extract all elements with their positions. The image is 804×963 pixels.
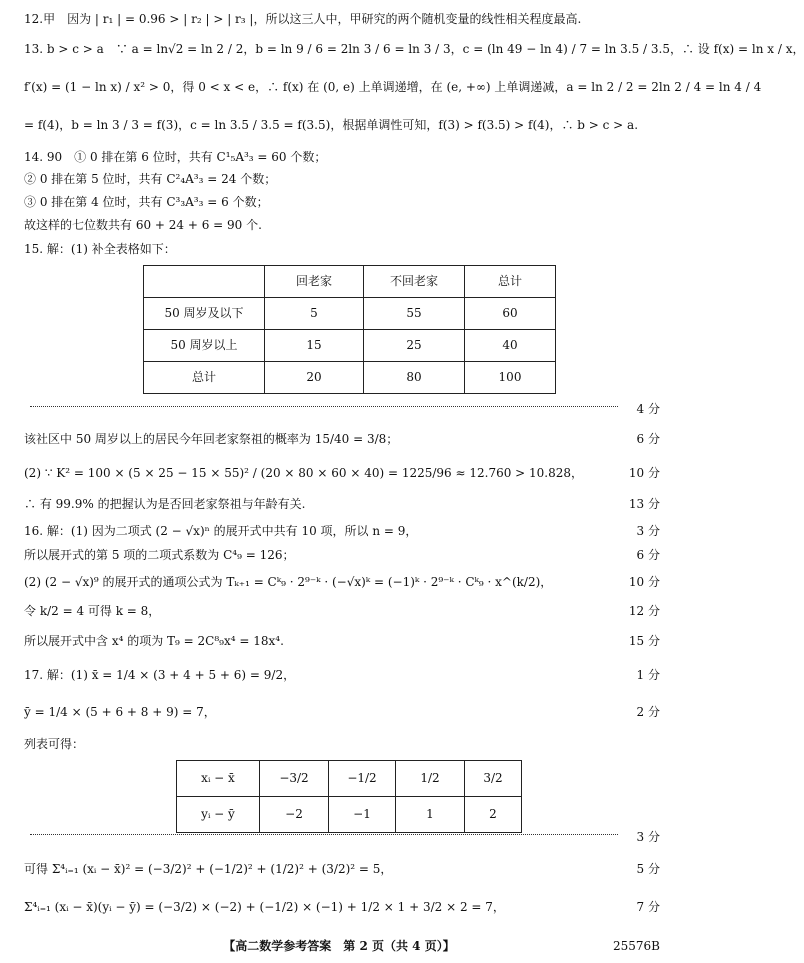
q12-line: 12.甲 因为 | r₁ | = 0.96 > | r₂ | > | r₃ |，所以这三人中，甲研究的两个随机变量的线性相关程度最高.: [24, 12, 582, 26]
table-cell: 5: [265, 298, 364, 330]
table-cell: 25: [364, 330, 465, 362]
table-cell: 15: [265, 330, 364, 362]
deviation-table: [176, 760, 522, 833]
q16-line-1: 16. 解：(1) 因为二项式 (2 − √x)ⁿ 的展开式中共有 10 项，所以 n = 9，: [24, 524, 418, 538]
q16-line-3: (2) (2 − √x)⁹ 的展开式的通项公式为 Tₖ₊₁ = Cᵏ₉ · 2⁹⁻ᵏ · (−√x)ᵏ = (−1)ᵏ · 2⁹⁻ᵏ · Cᵏ₉ · x^(k/2)，: [24, 575, 553, 589]
q14-line-2: ② 0 排在第 5 位时，共有 C²₄A³₃ = 24 个数；: [24, 172, 277, 186]
q16-line-4: 令 k/2 = 4 可得 k = 8，: [24, 604, 161, 618]
table-cell: 1/2: [396, 761, 465, 797]
contingency-table: [143, 265, 556, 394]
dotted-leader: [30, 400, 618, 407]
table-cell: −3/2: [260, 761, 329, 797]
table-cell: −2: [260, 797, 329, 833]
q17-line-1: 17. 解：(1) x̄ = 1/4 × (3 + 4 + 5 + 6) = 9/2，: [24, 668, 296, 682]
q15-line-4: ∴ 有 99.9% 的把握认为是否回老家祭祖与年龄有关.: [24, 497, 306, 511]
score-mark: 10 分: [628, 575, 660, 589]
table-cell: 50 周岁以上: [144, 330, 265, 362]
table-cell: −1: [329, 797, 396, 833]
score-mark: 3 分: [636, 830, 660, 844]
table-cell: 总计: [465, 266, 556, 298]
table-cell: 40: [465, 330, 556, 362]
score-mark: 2 分: [636, 705, 660, 719]
q13-line-3: = f(4)，b = ln 3 / 3 = f(3)，c = ln 3.5 / 3.5 = f(3.5)，根据单调性可知，f(3) > f(3.5) > f(4)，∴ b > c > a.: [24, 118, 639, 132]
q16-line-5: 所以展开式中含 x⁴ 的项为 T₉ = 2C⁸₉x⁴ = 18x⁴.: [24, 634, 284, 648]
q17-line-3: 列表可得：: [24, 737, 85, 751]
score-mark: 7 分: [636, 900, 660, 914]
document-code: 25576B: [613, 938, 660, 953]
score-mark: 12 分: [628, 604, 660, 618]
table-cell: 20: [265, 362, 364, 394]
q14-line-4: 故这样的七位数共有 60 + 24 + 6 = 90 个.: [24, 218, 262, 232]
q15-line-1: 15. 解：(1) 补全表格如下：: [24, 242, 176, 256]
q13-line-1: 13. b > c > a ∵ a = ln√2 = ln 2 / 2，b = ln 9 / 6 = 2ln 3 / 6 = ln 3 / 3，c = (ln 49 − ln 4) / 7 = ln 3.5 / 3.5，∴ 设 f(x) = ln x / x，: [24, 42, 804, 56]
page-footer: 【高二数学参考答案 第 2 页（共 4 页）】: [223, 938, 455, 953]
table-cell: [144, 266, 265, 298]
q17-line-5: Σ⁴ᵢ₌₁ (xᵢ − x̄)(yᵢ − ȳ) = (−3/2) × (−2) + (−1/2) × (−1) + 1/2 × 1 + 3/2 × 2 = 7，: [24, 900, 505, 914]
score-mark: 6 分: [636, 548, 660, 562]
q15-line-2: 该社区中 50 周岁以上的居民今年回老家祭祖的概率为 15/40 = 3/8；: [24, 432, 399, 446]
score-mark: 1 分: [636, 668, 660, 682]
score-mark: 5 分: [636, 862, 660, 876]
table-row: [144, 298, 556, 330]
dotted-leader: [30, 828, 618, 835]
table-row: [144, 362, 556, 394]
table-cell: 不回老家: [364, 266, 465, 298]
q16-line-2: 所以展开式的第 5 项的二项式系数为 C⁴₉ = 126；: [24, 548, 295, 562]
table-row: [177, 761, 522, 797]
score-mark: 3 分: [636, 524, 660, 538]
table-cell: 60: [465, 298, 556, 330]
table-cell: xᵢ − x̄: [177, 761, 260, 797]
table-cell: 2: [465, 797, 522, 833]
score-mark: 15 分: [628, 634, 660, 648]
q14-line-1: 14. 90 ① 0 排在第 6 位时，共有 C¹₅A³₃ = 60 个数；: [24, 150, 327, 164]
table-header-row: [144, 266, 556, 298]
q17-line-4: 可得 Σ⁴ᵢ₌₁ (xᵢ − x̄)² = (−3/2)² + (−1/2)² + (1/2)² + (3/2)² = 5，: [24, 862, 393, 876]
table-cell: 1: [396, 797, 465, 833]
score-mark: 13 分: [628, 497, 660, 511]
q17-line-2: ȳ = 1/4 × (5 + 6 + 8 + 9) = 7，: [24, 705, 216, 719]
table-cell: 55: [364, 298, 465, 330]
q15-line-3: (2) ∵ K² = 100 × (5 × 25 − 15 × 55)² / (20 × 80 × 60 × 40) = 1225/96 ≈ 12.760 > 10.828，: [24, 466, 584, 480]
table-cell: −1/2: [329, 761, 396, 797]
q13-line-2: f′(x) = (1 − ln x) / x² > 0，得 0 < x < e，∴ f(x) 在 (0, e) 上单调递增，在 (e, +∞) 上单调递减，a = ln 2 / 2 = 2ln 2 / 4 = ln 4 / 4: [24, 80, 762, 94]
score-mark: 10 分: [628, 466, 660, 480]
table-cell: 80: [364, 362, 465, 394]
score-mark: 6 分: [636, 432, 660, 446]
score-mark: 4 分: [636, 402, 660, 416]
table-cell: 100: [465, 362, 556, 394]
table-cell: 3/2: [465, 761, 522, 797]
q14-line-3: ③ 0 排在第 4 位时，共有 C³₃A³₃ = 6 个数；: [24, 195, 269, 209]
table-cell: 回老家: [265, 266, 364, 298]
table-cell: 总计: [144, 362, 265, 394]
table-cell: yᵢ − ȳ: [177, 797, 260, 833]
table-cell: 50 周岁及以下: [144, 298, 265, 330]
table-row: [144, 330, 556, 362]
